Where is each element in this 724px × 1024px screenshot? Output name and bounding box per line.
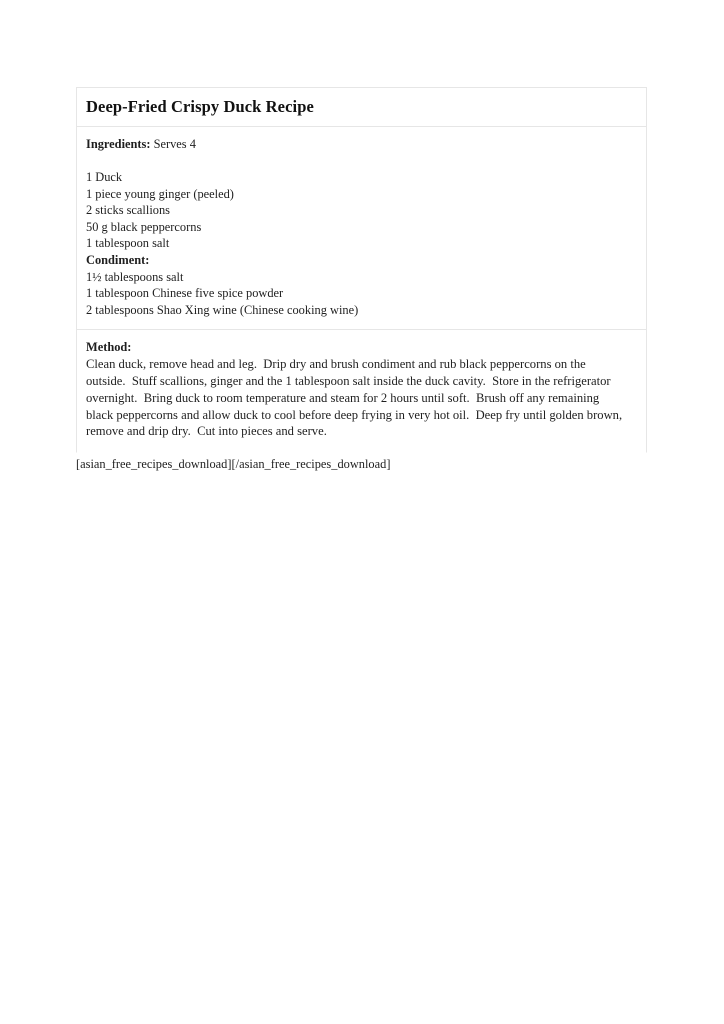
list-item: 2 sticks scallions: [86, 203, 170, 218]
recipe-card: [76, 87, 647, 453]
page-title: Deep-Fried Crispy Duck Recipe: [86, 97, 314, 116]
method-text: Clean duck, remove head and leg. Drip dry and brush condiment and rub black peppercorns on the outside. Stuff scallions, ginger and the 1 tablespoon salt inside the duck cavity. Store in the refrigerator overnight. Bring duck to room temperature and steam for 2 hours until soft. Brush off any remaining black peppercorns and allow duck to cool before deep frying in very hot oil. Deep fry until golden brown, remove and drip dry. Cut into pieces and serve.: [86, 357, 626, 439]
list-item: 1 piece young ginger (peeled): [86, 186, 234, 201]
shortcode-text: [asian_free_recipes_download][/asian_free_recipes_download]: [76, 457, 391, 471]
serves-value: Serves 4: [153, 137, 196, 151]
recipe-title-row: [77, 88, 646, 126]
ingredient-list: [86, 169, 637, 318]
condiment-label: Condiment:: [86, 253, 150, 268]
list-item: 1 tablespoon Chinese five spice powder: [86, 286, 284, 301]
list-item: 50 g black peppercorns: [86, 219, 202, 234]
serves-line: [86, 136, 637, 153]
ingredients-section: [77, 126, 646, 329]
list-item: 2 tablespoons Shao Xing wine (Chinese cooking wine): [86, 302, 359, 317]
ingredients-label: Ingredients:: [86, 137, 151, 151]
method-section: [77, 329, 646, 452]
list-item: 1 Duck: [86, 170, 123, 185]
list-item: 1 tablespoon salt: [86, 236, 170, 251]
method-label: Method:: [86, 340, 132, 355]
list-item: 1½ tablespoons salt: [86, 269, 184, 284]
